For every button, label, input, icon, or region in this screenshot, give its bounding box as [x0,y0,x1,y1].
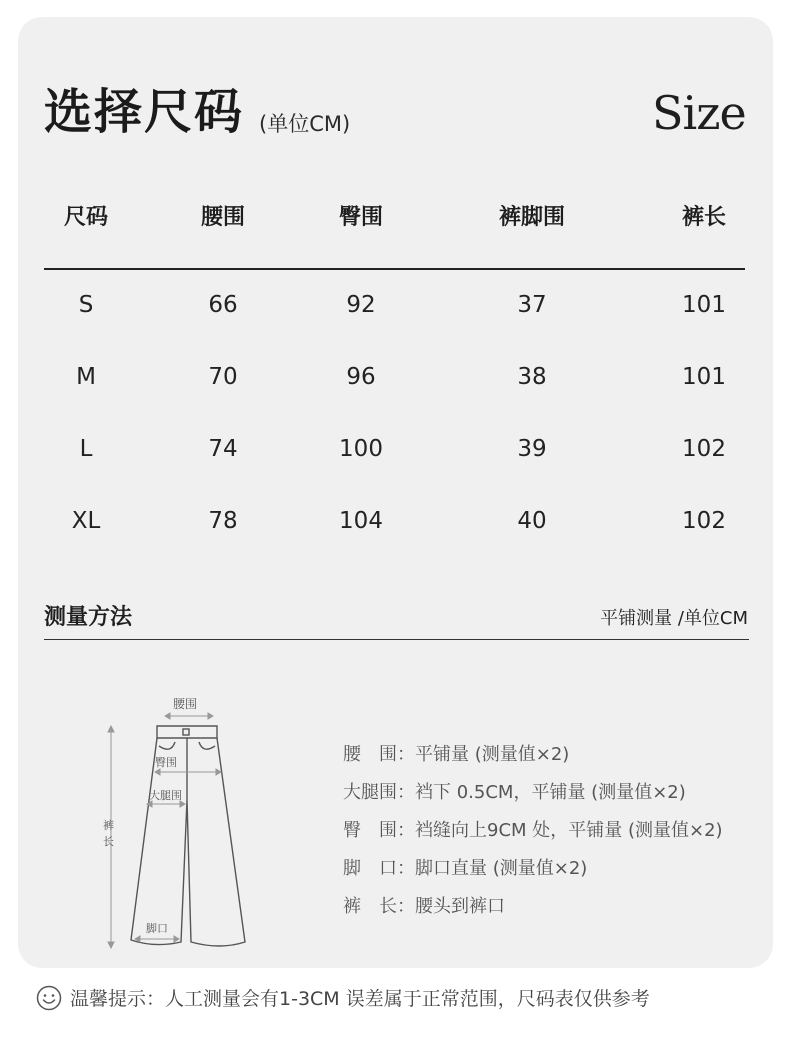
page-title: 选择尺码 [44,84,245,140]
instruction-hip: 臀 围：裆缝向上9CM 处，平铺量 (测量值×2) [343,820,723,841]
column-header-hem: 裤脚围 [498,205,566,230]
table-cell: M [76,364,96,390]
method-divider [44,639,749,640]
column-header-waist: 腰围 [200,205,246,230]
diagram-label-hip: 臀围 [155,756,177,769]
table-header-divider [44,268,745,270]
unit-label: (单位CM) [259,112,351,136]
method-title: 测量方法 [44,605,133,630]
table-cell: 102 [682,508,726,534]
size-wordmark: Size [652,86,746,140]
table-cell: 78 [208,508,238,534]
table-cell: 100 [339,436,383,462]
pants-diagram [95,690,265,960]
method-unit: 平铺测量 /单位CM [600,608,748,629]
table-cell: 39 [517,436,547,462]
footer-tip [36,984,650,1011]
table-cell: XL [71,508,101,534]
table-cell: 101 [682,364,726,390]
table-cell: 66 [208,292,238,318]
diagram-label-hem: 脚口 [146,922,168,935]
table-cell: 37 [517,292,547,318]
instruction-waist: 腰 围：平铺量 (测量值×2) [343,744,570,765]
table-cell: 38 [517,364,547,390]
column-header-hip: 臀围 [338,205,384,230]
column-header-size: 尺码 [63,205,109,230]
diagram-label-thigh: 大腿围 [149,789,182,802]
column-header-length: 裤长 [681,205,727,230]
table-cell: S [78,292,94,318]
table-cell: L [79,436,93,462]
table-cell: 96 [346,364,376,390]
table-cell: 74 [208,436,238,462]
smile-icon [36,985,62,1011]
footer-text: 温馨提示：人工测量会有1-3CM 误差属于正常范围，尺码表仅供参考 [70,988,650,1010]
table-cell: 40 [517,508,547,534]
table-cell: 102 [682,436,726,462]
instruction-thigh: 大腿围：裆下 0.5CM，平铺量 (测量值×2) [343,782,686,803]
table-cell: 104 [339,508,383,534]
instruction-length: 裤 长：腰头到裤口 [343,896,505,917]
pants-illustration [95,690,265,960]
instruction-hem: 脚 口：脚口直量 (测量值×2) [343,858,588,879]
table-cell: 70 [208,364,238,390]
diagram-label-length: 裤长 [103,819,114,848]
table-cell: 101 [682,292,726,318]
diagram-label-waist: 腰围 [173,697,198,711]
table-cell: 92 [346,292,376,318]
